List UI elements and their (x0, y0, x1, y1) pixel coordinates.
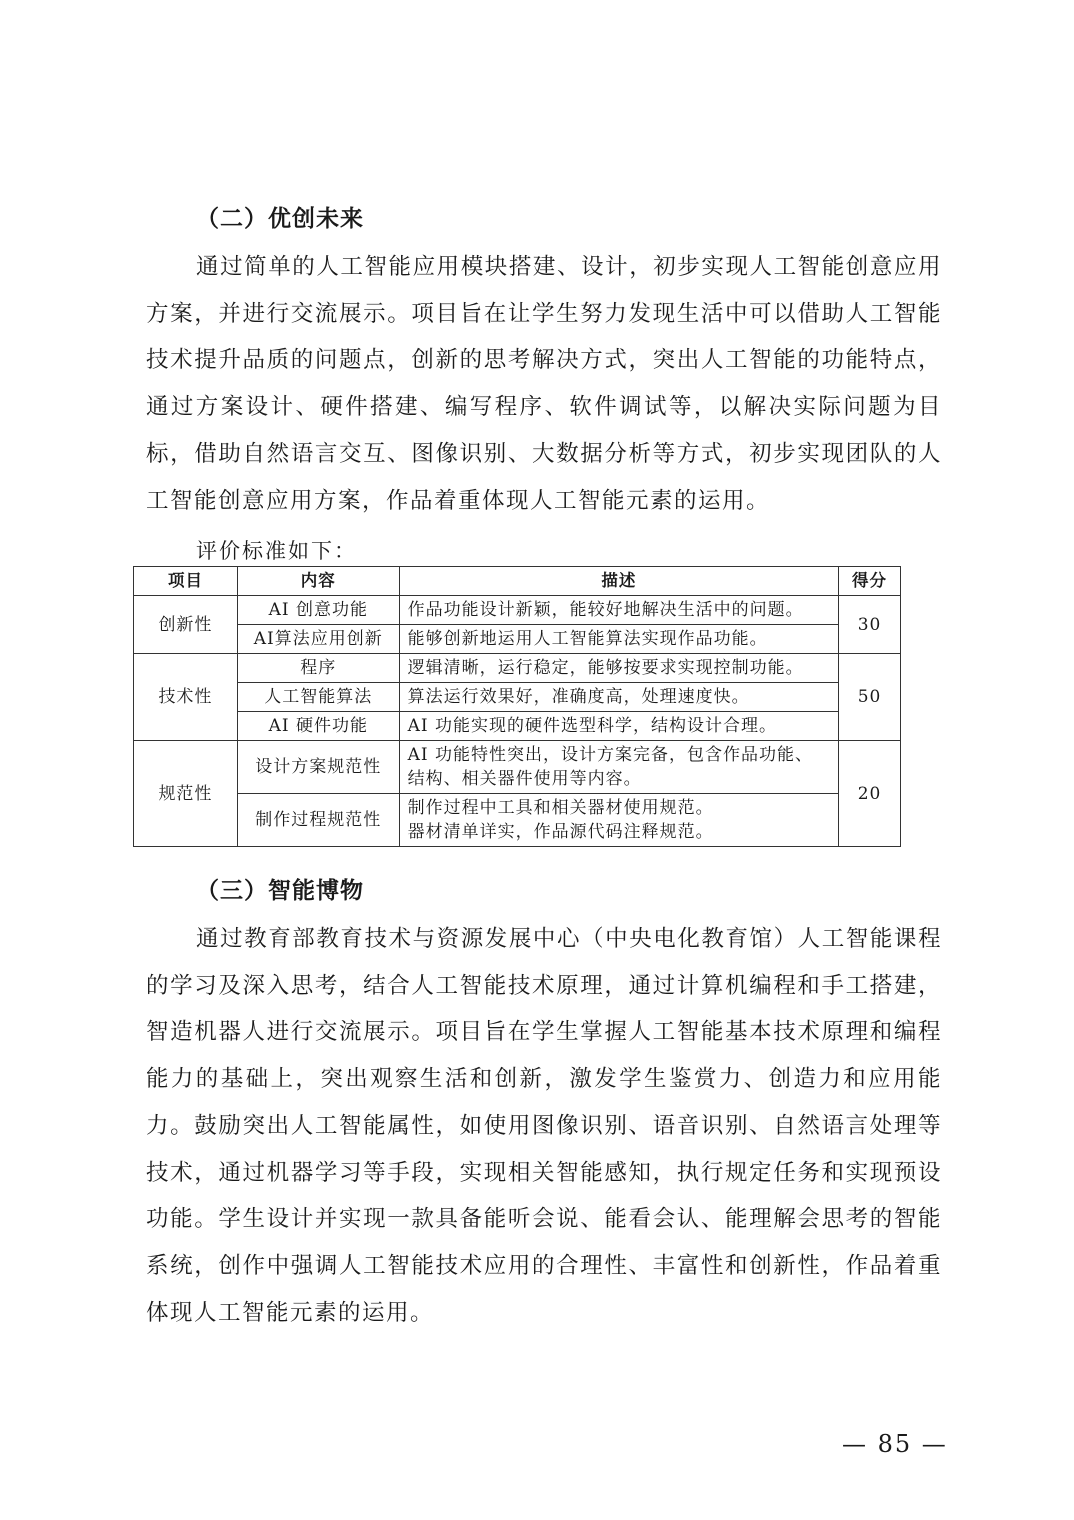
table-row (134, 712, 901, 741)
description-line: 逻辑清晰，运行稳定，能够按要求实现控制功能。 (407, 658, 804, 678)
page-number: — 85 — (842, 1430, 948, 1458)
description-cell (399, 794, 838, 847)
description-cell (399, 654, 838, 683)
content-cell: 制作过程规范性 (237, 794, 399, 847)
table-row (134, 683, 901, 712)
header-cell: 项目 (134, 567, 238, 596)
section-paragraph: 通过教育部教育技术与资源发展中心（中央电化教育馆）人工智能课程的学习及深入思考，结合人工智能技术原理，通过计算机编程和手工搭建，智造机器人进行交流展示。项目旨在学生掌握人工智能基本技术原理和编程能力的基础上，突出观察生活和创新，激发学生鉴赏力、创造力和应用能力。鼓励突出人工智能属性，如使用图像识别、语音识别、自然语言处理等技术，通过机器学习等手段，实现相关智能感知，执行规定任务和实现预设功能。学生设计并实现一款具备能听会说、能看会认、能理解会思考的智能系统，创作中强调人工智能技术应用的合理性、丰富性和创新性，作品着重体现人工智能元素的运用。 (146, 926, 942, 1326)
section-paragraph: 通过简单的人工智能应用模块搭建、设计，初步实现人工智能创意应用方案，并进行交流展示。项目旨在让学生努力发现生活中可以借助人工智能技术提升品质的问题点，创新的思考解决方式，突出人工智能的功能特点，通过方案设计、硬件搭建、编写程序、软件调试等，以解决实际问题为目标，借助自然语言交互、图像识别、大数据分析等方式，初步实现团队的人工智能创意应用方案，作品着重体现人工智能元素的运用。 (146, 254, 942, 514)
description-line: 算法运行效果好，准确度高，处理速度快。 (407, 687, 750, 707)
item-cell: 创新性 (134, 596, 238, 654)
description-line: AI 功能实现的硬件选型科学，结构设计合理。 (407, 716, 778, 736)
description-line: 结构、相关器件使用等内容。 (407, 769, 642, 789)
scoring-table (133, 566, 901, 847)
description-line: 能够创新地运用人工智能算法实现作品功能。 (407, 629, 768, 649)
content-cell: AI 硬件功能 (237, 712, 399, 741)
item-cell: 技术性 (134, 654, 238, 741)
table-row (134, 794, 901, 847)
description-cell (399, 712, 838, 741)
description-cell (399, 683, 838, 712)
criteria-intro: 评价标准如下： (196, 539, 357, 563)
score-cell: 50 (839, 654, 901, 741)
description-cell (399, 625, 838, 654)
header-cell: 描述 (399, 567, 838, 596)
description-line: 作品功能设计新颖，能较好地解决生活中的问题。 (407, 600, 804, 620)
score-cell: 20 (839, 741, 901, 847)
item-cell: 规范性 (134, 741, 238, 847)
header-cell: 得分 (839, 567, 901, 596)
description-cell (399, 596, 838, 625)
description-line: 制作过程中工具和相关器材使用规范。 (407, 798, 714, 818)
description-cell (399, 741, 838, 794)
content-cell: 人工智能算法 (237, 683, 399, 712)
table-header-row (134, 567, 901, 596)
table-row (134, 596, 901, 625)
score-cell: 30 (839, 596, 901, 654)
table-row (134, 625, 901, 654)
content-cell: 程序 (237, 654, 399, 683)
content-cell: 设计方案规范性 (237, 741, 399, 794)
content-cell: AI算法应用创新 (237, 625, 399, 654)
table-row (134, 741, 901, 794)
section-heading: （二）优创未来 (196, 206, 364, 232)
header-cell: 内容 (237, 567, 399, 596)
section-heading: （三）智能博物 (196, 878, 364, 904)
description-line: AI 功能特性突出，设计方案完备，包含作品功能、 (407, 745, 814, 765)
content-cell: AI 创意功能 (237, 596, 399, 625)
description-line: 器材清单详实，作品源代码注释规范。 (407, 822, 714, 842)
table-row (134, 654, 901, 683)
